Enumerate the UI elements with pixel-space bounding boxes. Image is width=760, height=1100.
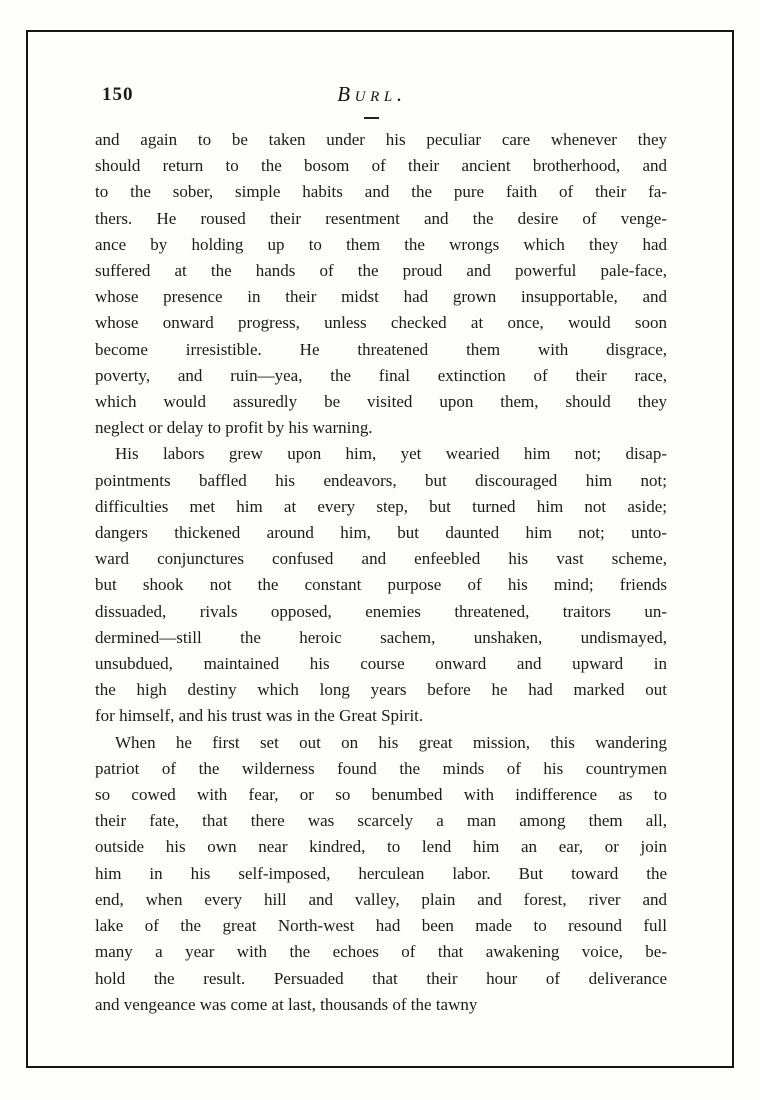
text-line: poverty, and ruin—yea, the final extinction of their race,: [95, 365, 667, 385]
text-line: the high destiny which long years before he had marked out: [95, 680, 667, 700]
text-line: their fate, that there was scarcely a man among them all,: [95, 811, 667, 831]
paragraph: [95, 730, 667, 1018]
text-line: and again to be taken under his peculiar care whenever they: [95, 130, 667, 149]
text-line: to the sober, simple habits and the pure faith of their fa-: [95, 182, 667, 202]
text-line: neglect or delay to profit by his warning.: [95, 418, 373, 438]
text-line: dissuaded, rivals opposed, enemies threatened, traitors un-: [95, 601, 667, 621]
title-rule: [364, 117, 379, 119]
text-line: whose presence in their midst had grown insupportable, and: [95, 287, 667, 307]
text-line: so cowed with fear, or so benumbed with indifference as to: [95, 785, 667, 805]
running-title: Burl.: [337, 82, 407, 106]
text-line: whose onward progress, unless checked at once, would soon: [95, 313, 667, 333]
text-line: him in his self-imposed, herculean labor. But toward the: [95, 863, 667, 883]
text-line: which would assuredly be visited upon them, should they: [95, 392, 667, 412]
text-line: and vengeance was come at last, thousands of the tawny: [95, 994, 478, 1014]
text-line: for himself, and his trust was in the Great Spirit.: [95, 706, 424, 726]
text-line: difficulties met him at every step, but turned him not aside;: [95, 496, 667, 516]
text-line: many a year with the echoes of that awakening voice, be-: [95, 942, 667, 962]
text-line: should return to the bosom of their ancient brotherhood, and: [95, 156, 667, 176]
text-line: thers. He roused their resentment and the desire of venge-: [95, 208, 667, 228]
text-line: outside his own near kindred, to lend him an ear, or join: [95, 837, 667, 857]
page-number: 150: [102, 84, 134, 105]
text-line: ance by holding up to them the wrongs which they had: [95, 234, 667, 254]
text-line: patriot of the wilderness found the minds of his countrymen: [95, 758, 667, 778]
text-line: dangers thickened around him, but daunted him not; unto-: [95, 523, 667, 543]
text-line: become irresistible. He threatened them with disgrace,: [95, 339, 667, 359]
text-line: When he first set out on his great mission, this wandering: [115, 732, 667, 752]
text-line: His labors grew upon him, yet wearied him not; disap-: [115, 444, 667, 464]
paragraph: [95, 127, 667, 441]
body-text: [95, 127, 667, 1018]
text-line: suffered at the hands of the proud and powerful pale-face,: [95, 261, 667, 281]
text-line: pointments baffled his endeavors, but discouraged him not;: [95, 470, 667, 490]
paragraph: [95, 441, 667, 729]
text-line: hold the result. Persuaded that their hour of deliverance: [95, 968, 667, 988]
text-line: end, when every hill and valley, plain and forest, river and: [95, 889, 667, 909]
text-line: lake of the great North-west had been made to resound full: [95, 916, 667, 936]
text-line: ward conjunctures confused and enfeebled his vast scheme,: [95, 549, 667, 569]
text-line: dermined—still the heroic sachem, unshaken, undismayed,: [95, 627, 667, 647]
text-line: but shook not the constant purpose of his mind; friends: [95, 575, 667, 595]
text-line: unsubdued, maintained his course onward and upward in: [95, 654, 667, 674]
